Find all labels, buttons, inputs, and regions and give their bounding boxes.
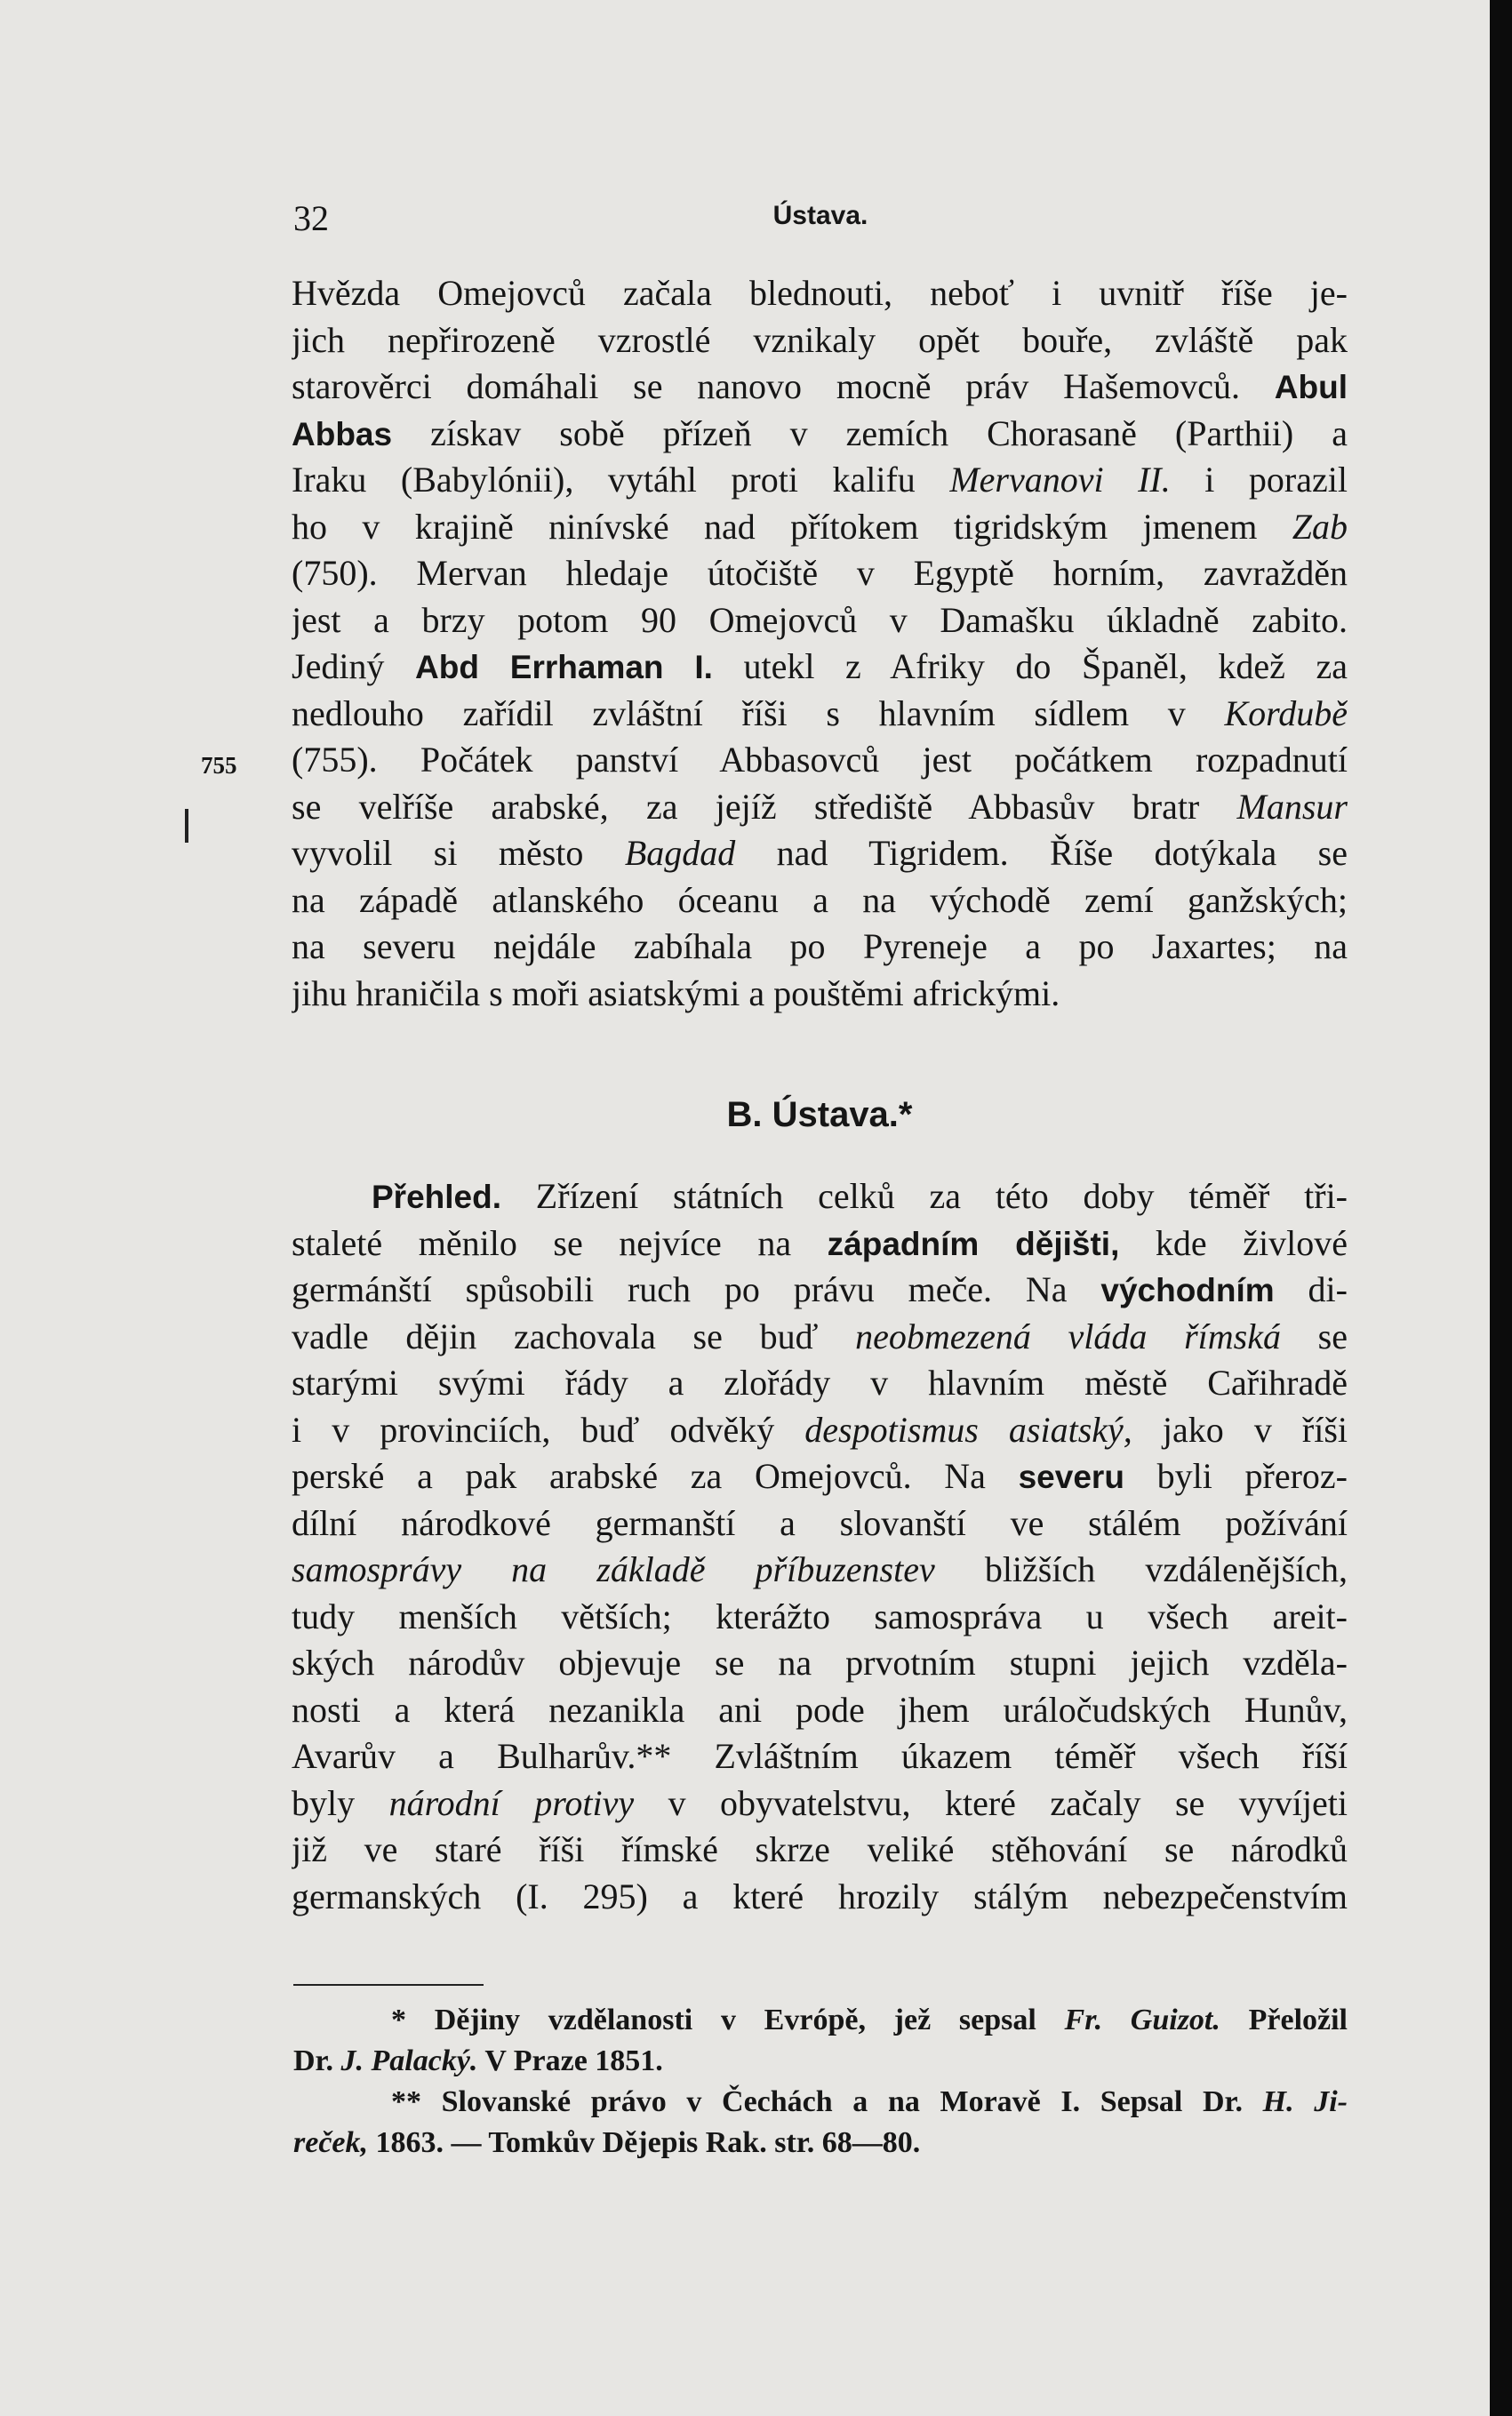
italic-phrase: despotismus asiatský, (804, 1409, 1132, 1450)
italic-name: Zab (1292, 506, 1348, 547)
margin-year-note: 755 (201, 752, 237, 779)
italic-phrase: národní protivy (388, 1782, 635, 1823)
name-emphasis: Abul (1274, 369, 1348, 405)
text-line: ho v krajině ninívské nad přítokem tigridským jmenem Zab (292, 506, 1348, 547)
author-name: Fr. Guizot. (1064, 2004, 1220, 2036)
name-emphasis: Abbas (292, 415, 393, 452)
italic-name: Mervanovi II. (949, 460, 1171, 500)
text-line: Hvězda Omejovců začala blednouti, neboť i uvnitř říše je- (292, 273, 1348, 313)
keyword-emphasis: severu (1018, 1459, 1124, 1495)
text-line: perské a pak arabské za Omejovců. Na severu byli přeroz- (292, 1456, 1348, 1496)
text-line: na západě atlanského óceanu a na východě zemí ganžských; (292, 879, 1348, 920)
paragraph-abbasids (292, 270, 1348, 1017)
author-name: reček, (293, 2126, 369, 2159)
footnote-line: Dr. J. Palacký. V Praze 1851. (293, 2044, 663, 2077)
text-line: i v provinciích, buď odvěký despotismus asiatský, jako v říši (292, 1409, 1348, 1450)
text-line: Iraku (Babylónii), vytáhl proti kalifu Mervanovi II. i porazil (292, 460, 1348, 500)
text-line: jest a brzy potom 90 Omejovců v Damašku úkladně zabito. (292, 599, 1348, 640)
text-line: jich nepřirozeně vzrostlé vznikaly opět bouře, zvláště pak (292, 319, 1348, 360)
running-title: Ústava. (772, 201, 868, 230)
text-line: starověrci domáhali se nanovo mocně práv Hašemovců. Abul (292, 366, 1348, 406)
keyword-emphasis: východním (1100, 1272, 1275, 1308)
keyword-emphasis: západním dějišti, (827, 1225, 1120, 1262)
italic-name: Kordubě (1224, 692, 1348, 733)
footnote-rule (293, 1984, 484, 1986)
text-line: ských národův objevuje se na prvotním stupni jejich vzděla- (292, 1643, 1348, 1683)
text-line: byly národní protivy v obyvatelstvu, které začaly se vyvíjeti (292, 1782, 1348, 1823)
paragraph-overview (292, 1173, 1348, 1920)
text-line: na severu nejdále zabíhala po Pyreneje a po Jaxartes; na (292, 926, 1348, 966)
text-line: germánští spůsobili ruch po právu meče. Na východním di- (292, 1269, 1348, 1309)
section-heading: B. Ústava.* (726, 1095, 913, 1134)
text-line: staleté měnilo se nejvíce na západním dějišti, kde živlové (292, 1222, 1348, 1263)
text-line: Avarův a Bulharův.** Zvláštním úkazem téměř všech říší (292, 1736, 1348, 1776)
text-line: již ve staré říši římské skrze veliké stěhování se národků (292, 1829, 1348, 1869)
running-header (293, 197, 1348, 242)
text-line: nedlouho zařídil zvláštní říši s hlavním sídlem v Kordubě (292, 692, 1348, 733)
text-line: (750). Mervan hledaje útočiště v Egyptě horním, zavražděn (292, 553, 1348, 593)
footnote-line: ** Slovanské právo v Čechách a na Moravě I. Sepsal Dr. H. Ji- (391, 2085, 1348, 2118)
text-line: tudy menších větších; kterážto samospráva u všech areit- (292, 1596, 1348, 1636)
keyword-emphasis: Přehled. (372, 1179, 501, 1215)
italic-name: Bagdad (624, 833, 736, 873)
text-line: germanských (I. 295) a které hrozily stálým nebezpečenstvím (292, 1876, 1348, 1916)
text-line: se velříše arabské, za jejíž střediště Abbasův bratr Mansur (292, 786, 1348, 827)
text-line: (755). Počátek panství Abbasovců jest počátkem rozpadnutí (292, 740, 1348, 780)
name-emphasis: Abd Errhaman I. (415, 649, 713, 685)
italic-phrase: samosprávy na základě příbuzenstev (292, 1549, 935, 1589)
footnote-line: * Dějiny vzdělanosti v Evrópě, jež sepsal Fr. Guizot. Přeložil (391, 2004, 1348, 2036)
page-number: 32 (293, 198, 329, 238)
footnote-line: reček, 1863. — Tomkův Dějepis Rak. str. 68—80. (293, 2126, 921, 2159)
text-line: Jediný Abd Errhaman I. utekl z Afriky do Španěl, kdež za (292, 646, 1348, 686)
text-line: starými svými řády a zlořády v hlavním městě Cařihradě (292, 1363, 1348, 1403)
text-line: nosti a která nezanikla ani pode jhem uráločudských Hunův, (292, 1689, 1348, 1730)
text-line: Přehled. Zřízení státních celků za této doby téměř tři- (372, 1176, 1348, 1216)
text-line: Abbas získav sobě přízeň v zemích Chorasaně (Parthii) a (292, 412, 1348, 453)
author-name: H. Ji- (1262, 2085, 1348, 2118)
italic-phrase: neobmezená vláda římská (855, 1316, 1281, 1356)
text-line: dílní národkové germanští a slovanští ve stálém požívání (292, 1502, 1348, 1543)
margin-mark (185, 809, 188, 843)
author-name: J. Palacký. (340, 2044, 478, 2077)
text-line: jihu hraničila s moři asiatskými a pouštěmi africkými. (292, 972, 1060, 1013)
italic-name: Mansur (1236, 786, 1348, 827)
text-line: samosprávy na základě příbuzenstev bližších vzdálenějších, (292, 1549, 1348, 1589)
footnotes (293, 2000, 1348, 2164)
text-line: vyvolil si město Bagdad nad Tigridem. Říše dotýkala se (292, 833, 1348, 873)
text-line: vadle dějin zachovala se buď neobmezená vláda římská se (292, 1316, 1348, 1356)
